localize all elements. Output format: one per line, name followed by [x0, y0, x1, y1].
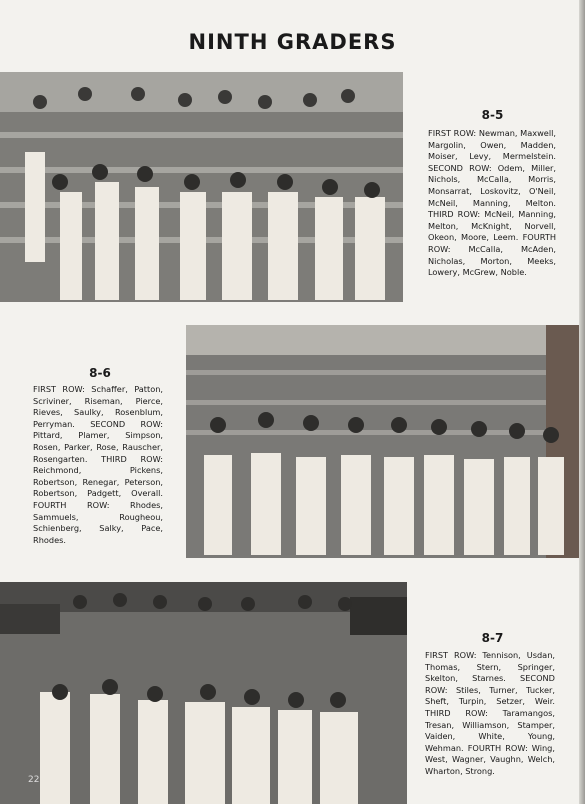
- section-heading-8-7: 8-7: [481, 631, 504, 645]
- caption-8-5: FIRST ROW: Newman, Maxwell, Margolin, Owen, Madden, Moiser, Levy, Mermelstein. SECOND ROW: Odem, Miller, Nichols, McCalla, Morris, Monsarrat, Loskovitz, O'Neil, McNeil, Manning, Melton. THIRD ROW: McNeil, Manning, Melton, McKnight, Norvell, Okeon, Moore, Leem. FOURTH ROW: McCalla, McAden, Nicholas, Morton, Meeks, Lowery, McGrew, Noble.: [428, 128, 556, 278]
- class-photo-8-6: [186, 325, 585, 558]
- class-photo-8-6-image: [186, 325, 585, 558]
- class-photo-8-7-image: [0, 582, 407, 804]
- caption-8-6: FIRST ROW: Schaffer, Patton, Scriviner, Riseman, Pierce, Rieves, Saulky, Rosenblum, Perryman. SECOND ROW: Pittard, Plamer, Simpson, Rosen, Parker, Rose, Rauscher, Rosengarten. THIRD ROW: Reichmond, Pickens, Robertson, Renegar, Peterson, Robertson, Padgett, Overall. FOURTH ROW: Rhodes, Sammuels, Rougheou, Schienberg, Salky, Pace, Rhodes.: [33, 384, 163, 545]
- class-photo-8-5: [0, 72, 403, 302]
- class-photo-8-5-image: [0, 72, 403, 302]
- caption-8-7: FIRST ROW: Tennison, Usdan, Thomas, Stern, Springer, Skelton, Starnes. SECOND ROW: Stiles, Turner, Tucker, Sheft, Turpin, Setzer, Weir. THIRD ROW: Taramangos, Tresan, Williamson, Stamper, Vaiden, White, Young, Wehman. FOURTH ROW: Wing, West, Wagner, Vaughn, Welch, Wharton, Strong.: [425, 650, 555, 776]
- page-spine-edge: [579, 0, 585, 804]
- page-title: NINTH GRADERS: [188, 30, 397, 54]
- page-number: 22: [28, 775, 40, 785]
- section-heading-8-6: 8-6: [89, 366, 111, 380]
- class-photo-8-7: [0, 582, 407, 804]
- section-heading-8-5: 8-5: [481, 108, 504, 122]
